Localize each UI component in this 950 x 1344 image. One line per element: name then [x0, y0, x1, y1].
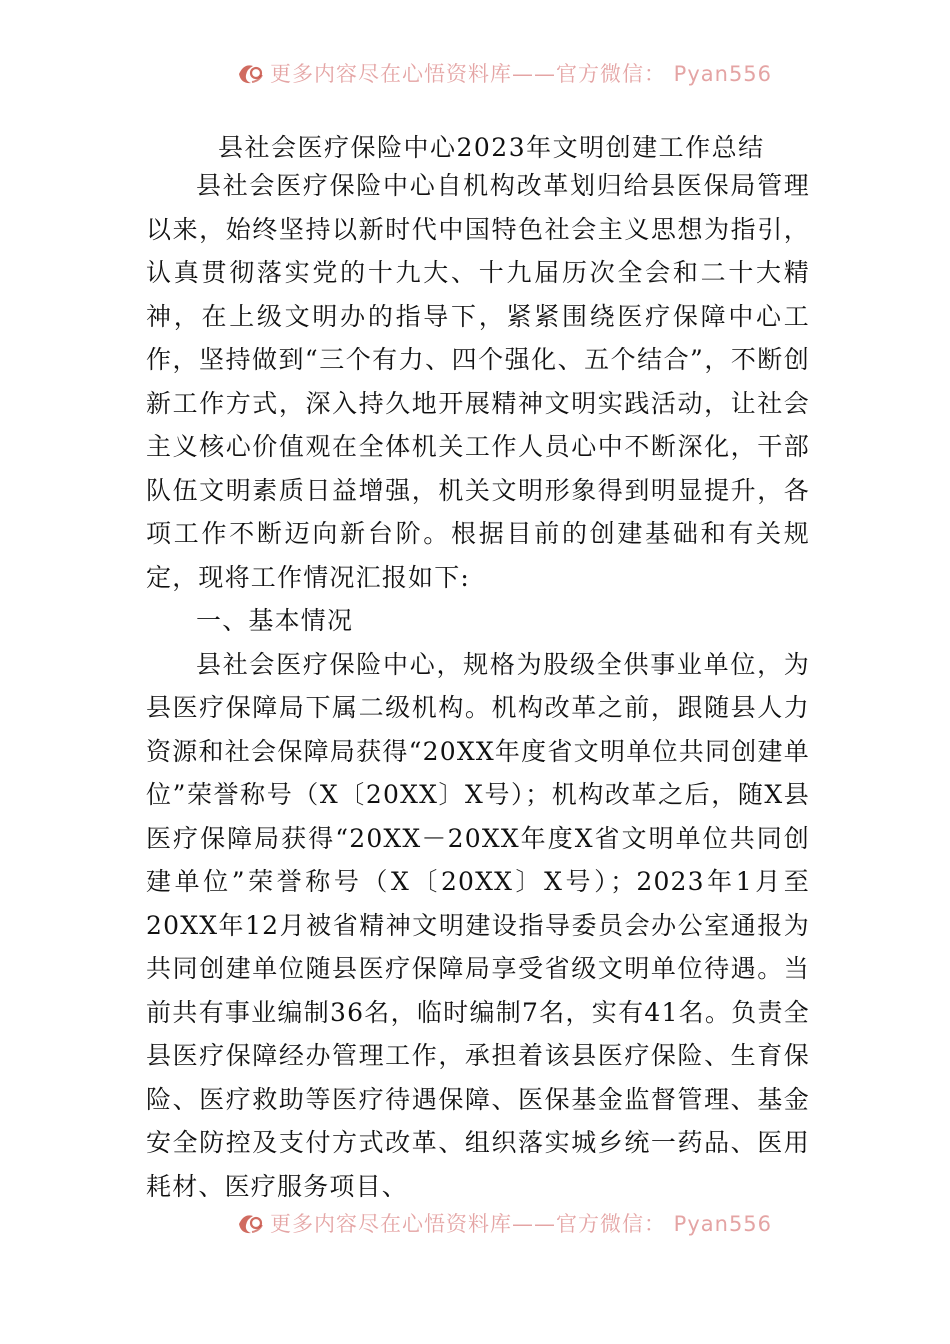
document-body: [146, 164, 810, 1208]
watermark-logo-icon: [236, 1210, 264, 1236]
section-paragraph-basic-situation: 县社会医疗保险中心，规格为股级全供事业单位，为县医疗保障局下属二级机构。机构改革之前，跟随县人力资源和社会保障局获得“20XX年度省文明单位共同创建单位”荣誉称号（X〔20XX〕X号）；机构改革之后，随X县医疗保障局获得“20XX－20XX年度X省文明单位共同创建单位”荣誉称号（X〔20XX〕X号）；2023年1月至20XX年12月被省精神文明建设指导委员会办公室通报为共同创建单位随县医疗保障局享受省级文明单位待遇。当前共有事业编制36名，临时编制7名，实有41名。负责全县医疗保障经办管理工作，承担着该县医疗保险、生育保险、医疗救助等医疗待遇保障、医保基金监督管理、基金安全防控及支付方式改革、组织落实城乡统一药品、医用耗材、医疗服务项目、: [146, 649, 810, 1201]
watermark-logo-icon: [236, 60, 264, 86]
watermark-header: [0, 56, 950, 86]
watermark-text: 更多内容尽在心悟资料库——官方微信： Pyan556: [270, 1212, 773, 1236]
page-title: 县社会医疗保险中心2023年文明创建工作总结: [218, 133, 765, 162]
section-heading-basic-situation: 一、基本情况: [196, 606, 354, 635]
watermark-footer: [0, 1206, 950, 1236]
watermark-text: 更多内容尽在心悟资料库——官方微信： Pyan556: [270, 62, 773, 86]
intro-paragraph: 县社会医疗保险中心自机构改革划归给县医保局管理以来，始终坚持以新时代中国特色社会主义思想为指引，认真贯彻落实党的十九大、十九届历次全会和二十大精神，在上级文明办的指导下，紧紧围绕医疗保障中心工作，坚持做到“三个有力、四个强化、五个结合”，不断创新工作方式，深入持久地开展精神文明实践活动，让社会主义核心价值观在全体机关工作人员心中不断深化，干部队伍文明素质日益增强，机关文明形象得到明显提升，各项工作不断迈向新台阶。根据目前的创建基础和有关规定，现将工作情况汇报如下:: [146, 171, 810, 592]
